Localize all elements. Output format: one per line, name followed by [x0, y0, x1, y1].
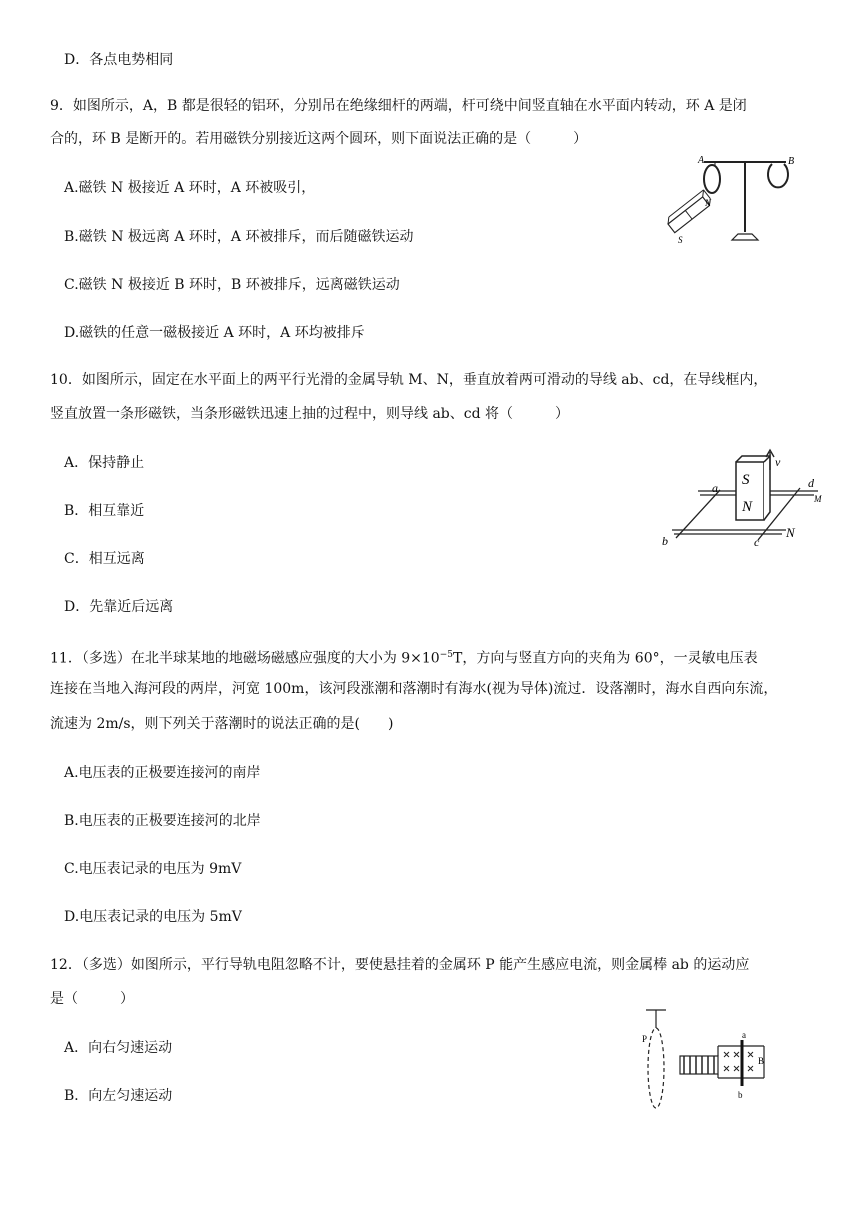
q11-option-b[interactable]: B.电压表的正极要连接河的北岸 — [64, 813, 261, 829]
q12-fig-label-p: P — [642, 1034, 648, 1044]
q10-fig-label-b: b — [662, 534, 668, 548]
q11-option-c[interactable]: C.电压表记录的电压为 9mV — [64, 861, 242, 877]
q11-stem-exponent: −5 — [439, 650, 453, 660]
q9-fig-label-s: S — [678, 235, 683, 245]
q9-stem-line2: 合的，环 B 是断开的。若用磁铁分别接近这两个圆环，则下面说法正确的是（ ） — [50, 131, 588, 147]
q9-option-a[interactable]: A.磁铁 N 极接近 A 环时，A 环被吸引， — [64, 180, 316, 196]
q10-fig-label-rail-n: N — [786, 525, 795, 540]
q12-fig-label-a: a — [742, 1030, 746, 1040]
q10-fig-label-d: d — [808, 476, 814, 490]
q10-fig-label-a: a — [712, 481, 718, 495]
q9-fig-label-n: N — [705, 198, 712, 208]
q10-figure-rails-magnet — [658, 448, 828, 550]
q11-option-a[interactable]: A.电压表的正极要连接河的南岸 — [64, 765, 261, 781]
q9-figure-rings-magnet — [660, 152, 810, 252]
q8-option-d: D．各点电势相同 — [64, 52, 174, 68]
q9-option-d[interactable]: D.磁铁的任意一磁极接近 A 环时，A 环均被排斥 — [64, 325, 365, 341]
q10-fig-label-v: v — [775, 455, 781, 469]
q10-option-c[interactable]: C．相互远离 — [64, 551, 145, 567]
q10-stem-line1: 10．如图所示，固定在水平面上的两平行光滑的金属导轨 M、N，垂直放着两可滑动的导线 ab、cd，在导线框内， — [50, 372, 768, 388]
q11-stem-text-pre: 11．（多选）在北半球某地的地磁场磁感应强度的大小为 9×10 — [50, 650, 440, 667]
q10-fig-label-n: N — [742, 499, 753, 515]
q12-figure-ring-coil-rails — [640, 1006, 780, 1116]
q10-option-b[interactable]: B．相互靠近 — [64, 503, 145, 519]
q12-stem-line1: 12．（多选）如图所示，平行导轨电阻忽略不计，要使悬挂着的金属环 P 能产生感应电流，则金属棒 ab 的运动应 — [50, 957, 750, 973]
q12-stem-line2: 是（ ） — [50, 991, 134, 1007]
q10-fig-label-s: S — [742, 472, 750, 488]
q12-option-b[interactable]: B．向左匀速运动 — [64, 1088, 173, 1104]
q9-option-b[interactable]: B.磁铁 N 极远离 A 环时，A 环被排斥，而后随磁铁运动 — [64, 229, 414, 245]
q9-fig-label-a: A — [698, 155, 705, 166]
q11-stem-text-post: T，方向与竖直方向的夹角为 60°，一灵敏电压表 — [453, 650, 758, 667]
q10-fig-label-rail-m: M — [814, 494, 822, 504]
q9-stem-line1: 9．如图所示，A，B 都是很轻的铝环，分别吊在绝缘细杆的两端，杆可绕中间竖直轴在水平面内转动，环 A 是闭 — [50, 98, 747, 114]
q10-stem-line2: 竖直放置一条形磁铁，当条形磁铁迅速上抽的过程中，则导线 ab、cd 将（ ） — [50, 406, 570, 422]
q11-stem-line2: 连接在当地入海河段的两岸，河宽 100m，该河段涨潮和落潮时有海水(视为导体)流过．设落潮时，海水自西向东流， — [50, 681, 778, 697]
q10-option-a[interactable]: A．保持静止 — [64, 455, 145, 471]
q11-stem-line3: 流速为 2m/s，则下列关于落潮时的说法正确的是( ) — [50, 716, 394, 732]
q11-stem-line1 — [50, 645, 758, 669]
q12-fig-label-b: b — [738, 1090, 743, 1100]
q10-fig-label-c: c — [754, 535, 760, 549]
q12-fig-label-field: B — [758, 1056, 765, 1066]
q11-option-d[interactable]: D.电压表记录的电压为 5mV — [64, 909, 242, 925]
q12-option-a[interactable]: A．向右匀速运动 — [64, 1040, 173, 1056]
q10-option-d[interactable]: D．先靠近后远离 — [64, 599, 174, 615]
q9-fig-label-b: B — [788, 156, 795, 167]
q9-option-c[interactable]: C.磁铁 N 极接近 B 环时，B 环被排斥，远离磁铁运动 — [64, 277, 400, 293]
